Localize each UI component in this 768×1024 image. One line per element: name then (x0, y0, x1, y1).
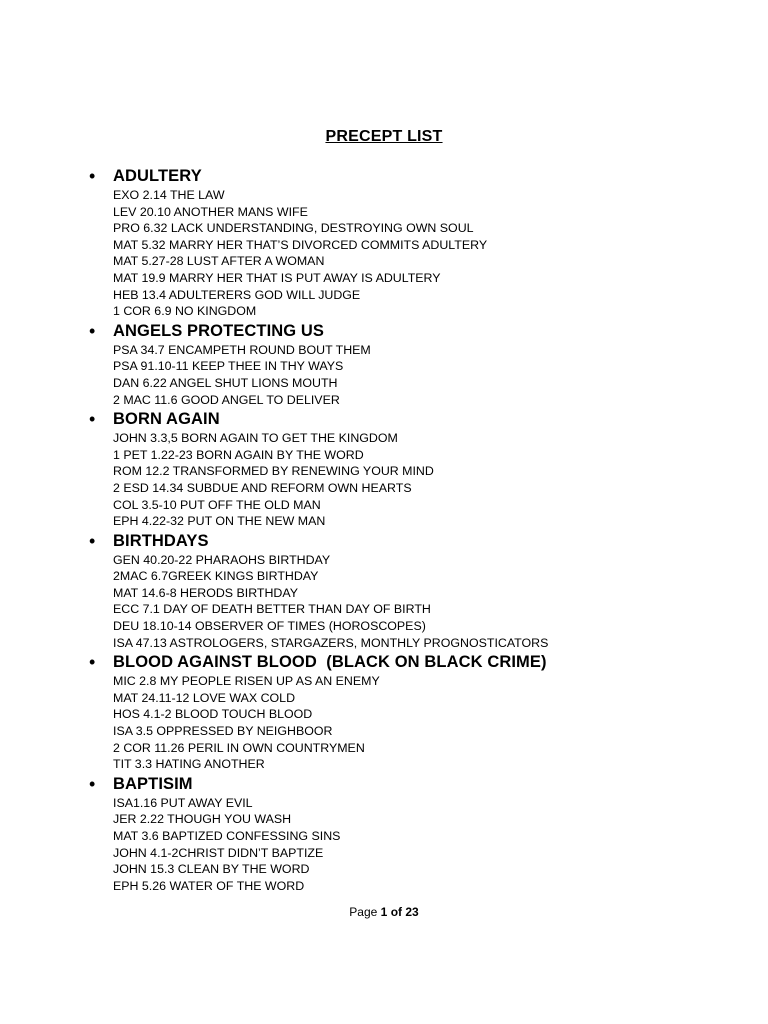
list-item: GEN 40.20-22 PHARAOHS BIRTHDAY (113, 552, 331, 567)
entry-list (89, 342, 749, 408)
list-item: PRO 6.32 LACK UNDERSTANDING, DESTROYING OWN SOUL (113, 221, 474, 236)
list-item: COL 3.5-10 PUT OFF THE OLD MAN (113, 497, 321, 512)
list-item: MAT 5.27-28 LUST AFTER A WOMAN (113, 254, 325, 269)
list-item: MAT 5.32 MARRY HER THAT’S DIVORCED COMMITS ADULTERY (113, 237, 488, 252)
list-item: JOHN 15.3 CLEAN BY THE WORD (113, 862, 310, 877)
list-item: 2 MAC 11.6 GOOD ANGEL TO DELIVER (113, 392, 340, 407)
list-item: JOHN 4.1-2CHRIST DIDN’T BAPTIZE (113, 845, 324, 860)
section-adultery (89, 165, 749, 320)
entry-list (89, 552, 749, 652)
page-footer (0, 905, 768, 919)
bullet-icon: • (89, 320, 96, 341)
list-item: HOS 4.1-2 BLOOD TOUCH BLOOD (113, 707, 313, 722)
list-item: 2 COR 11.26 PERIL IN OWN COUNTRYMEN (113, 740, 365, 755)
list-item: 1 COR 6.9 NO KINGDOM (113, 304, 257, 319)
section-heading: ADULTERY (113, 167, 202, 185)
list-item: DAN 6.22 ANGEL SHUT LIONS MOUTH (113, 375, 338, 390)
entry-list (89, 795, 749, 895)
section-angels-protecting-us (89, 320, 749, 408)
list-item: ISA1.16 PUT AWAY EVIL (113, 795, 253, 810)
section-header (89, 530, 749, 552)
entry-list (89, 187, 749, 320)
section-heading: BORN AGAIN (113, 410, 220, 429)
list-item: EPH 5.26 WATER OF THE WORD (113, 878, 305, 893)
section-header (89, 408, 749, 430)
list-item: MAT 3.6 BAPTIZED CONFESSING SINS (113, 829, 341, 843)
list-item: MIC 2.8 MY PEOPLE RISEN UP AS AN ENEMY (113, 674, 380, 689)
list-item: JOHN 3.3,5 BORN AGAIN TO GET THE KINGDOM (113, 431, 398, 446)
bullet-icon: • (89, 652, 96, 673)
page-word: Page (349, 905, 378, 919)
list-item: ISA 3.5 OPPRESSED BY NEIGHBOOR (113, 724, 333, 739)
list-item: MAT 14.6-8 HERODS BIRTHDAY (113, 585, 298, 600)
list-item: ECC 7.1 DAY OF DEATH BETTER THAN DAY OF BIRTH (113, 602, 431, 617)
list-item: EPH 4.22-32 PUT ON THE NEW MAN (113, 514, 326, 529)
list-item: MAT 19.9 MARRY HER THAT IS PUT AWAY IS ADULTERY (113, 270, 441, 285)
section-heading: BIRTHDAYS (113, 531, 209, 550)
bullet-icon: • (89, 773, 96, 794)
list-item: 1 PET 1.22-23 BORN AGAIN BY THE WORD (113, 447, 364, 462)
section-header (89, 320, 749, 342)
list-item: LEV 20.10 ANOTHER MANS WIFE (113, 204, 308, 219)
section-birthdays (89, 530, 749, 652)
bullet-icon: • (89, 409, 96, 430)
list-item: HEB 13.4 ADULTERERS GOD WILL JUDGE (113, 287, 361, 302)
section-heading: ANGELS PROTECTING US (113, 321, 325, 340)
precept-sections (89, 165, 749, 894)
document-title: PRECEPT LIST (325, 128, 443, 145)
section-heading: BAPTISIM (113, 774, 193, 793)
list-item: PSA 91.10-11 KEEP THEE IN THY WAYS (113, 359, 344, 374)
section-baptisim (89, 773, 749, 895)
page-number: 1 (380, 905, 388, 919)
section-header (89, 651, 749, 673)
page-total: 23 (405, 905, 419, 919)
bullet-icon: • (89, 530, 96, 551)
list-item: ISA 47.13 ASTROLOGERS, STARGAZERS, MONTHLY PROGNOSTICATORS (113, 635, 549, 650)
entry-list (89, 430, 749, 530)
section-blood-against-blood (89, 651, 749, 773)
bullet-icon: • (89, 166, 96, 186)
list-item: ROM 12.2 TRANSFORMED BY RENEWING YOUR MIND (113, 464, 434, 479)
list-item: DEU 18.10-14 OBSERVER OF TIMES (HOROSCOPES) (113, 619, 426, 634)
section-header (89, 773, 749, 795)
list-item: PSA 34.7 ENCAMPETH ROUND BOUT THEM (113, 342, 371, 357)
of-word: of (390, 905, 403, 919)
section-header (89, 165, 749, 187)
list-item: 2 ESD 14.34 SUBDUE AND REFORM OWN HEARTS (113, 480, 412, 495)
list-item: JER 2.22 THOUGH YOU WASH (113, 812, 292, 827)
list-item: MAT 24.11-12 LOVE WAX COLD (113, 690, 296, 705)
entry-list (89, 673, 749, 773)
section-heading: BLOOD AGAINST BLOOD (BLACK ON BLACK CRIME) (113, 653, 547, 672)
list-item: TIT 3.3 HATING ANOTHER (113, 757, 265, 772)
list-item: 2MAC 6.7GREEK KINGS BIRTHDAY (113, 569, 319, 584)
list-item: EXO 2.14 THE LAW (113, 188, 225, 202)
section-born-again (89, 408, 749, 530)
